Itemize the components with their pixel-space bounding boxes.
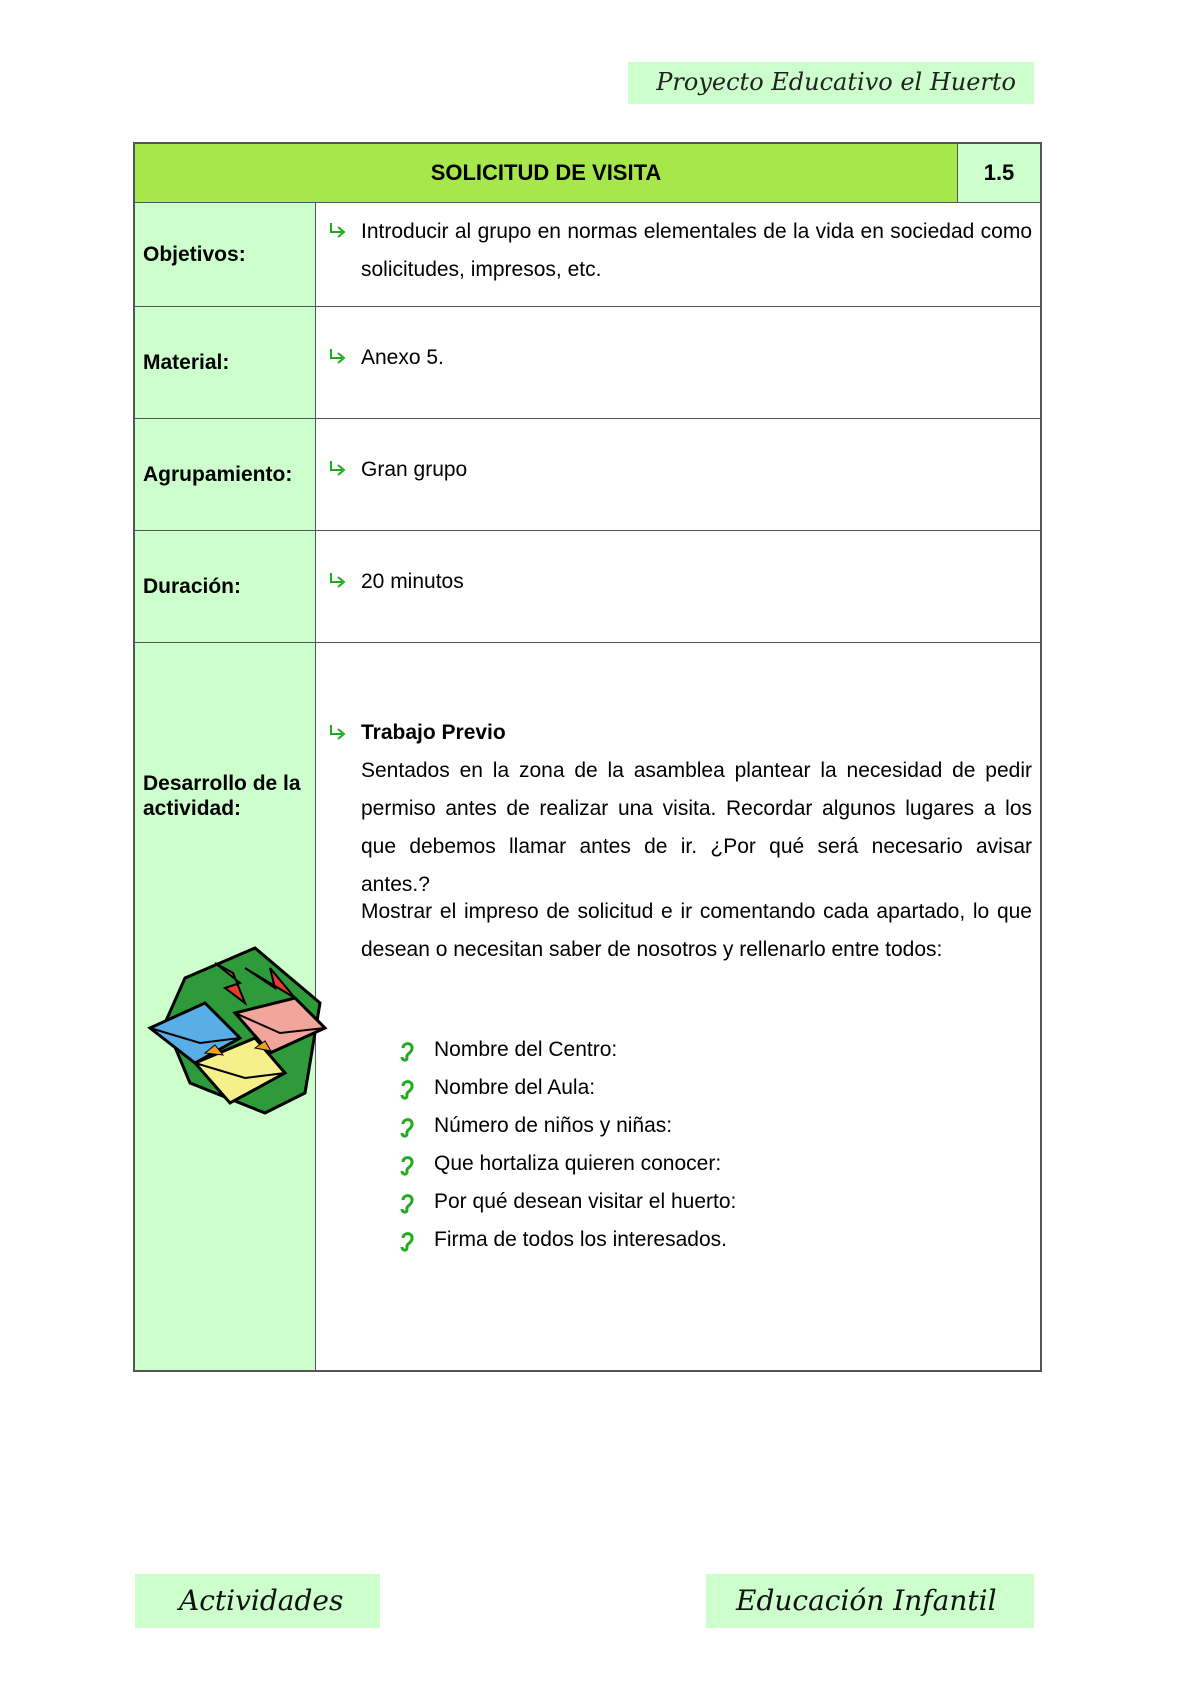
row-agrupamiento [135,419,1040,531]
text-agrupamiento: Gran grupo [361,458,468,481]
request-fields-list [398,1031,736,1259]
activity-sheet [133,142,1042,1372]
list-item-text: Firma de todos los interesados. [434,1228,727,1251]
list-item [398,1145,736,1183]
label-desarrollo [135,643,316,1370]
label-duracion: Duración: [135,531,316,642]
envelopes-clipart-icon [145,943,335,1123]
arrow-bullet-icon [328,723,350,745]
content-duracion [316,531,1040,642]
text-duracion: 20 minutos [361,570,464,593]
row-desarrollo [135,643,1040,1370]
list-item [398,1221,736,1259]
desarrollo-paragraph-2: Mostrar el impreso de solicitud e ir comentando cada apartado, lo que desean o necesitan saber de nosotros y rellenarlo entre todos: [361,900,1032,961]
title-row [135,144,1040,203]
list-item-text: Número de niños y niñas: [434,1114,673,1137]
list-item [398,1069,736,1107]
desarrollo-heading: Trabajo Previo [361,721,506,744]
content-objetivos [316,203,1040,306]
footer-left-badge [135,1574,380,1628]
footer-right-text: Educación Infantil [736,1584,997,1617]
activity-number: 1.5 [958,144,1040,202]
ear-bullet-icon [398,1154,416,1176]
row-material [135,307,1040,419]
ear-bullet-icon [398,1230,416,1252]
content-desarrollo [316,643,1040,1370]
arrow-bullet-icon [328,459,350,481]
label-desarrollo-text: Desarrollo de la actividad: [143,772,301,820]
label-agrupamiento: Agrupamiento: [135,419,316,530]
arrow-bullet-icon [328,571,350,593]
row-duracion [135,531,1040,643]
list-item-text: Que hortaliza quieren conocer: [434,1152,722,1175]
list-item-text: Nombre del Aula: [434,1076,596,1099]
ear-bullet-icon [398,1078,416,1100]
ear-bullet-icon [398,1192,416,1214]
content-material [316,307,1040,418]
ear-bullet-icon [398,1116,416,1138]
list-item [398,1107,736,1145]
arrow-bullet-icon [328,347,350,369]
list-item [398,1183,736,1221]
text-objetivos: Introducir al grupo en normas elementales de la vida en sociedad como solicitudes, impresos, etc. [361,220,1032,281]
activity-title: SOLICITUD DE VISITA [135,144,958,202]
desarrollo-paragraph-1: Sentados en la zona de la asamblea plantear la necesidad de pedir permiso antes de realizar una visita. Recordar algunos lugares a los que debemos llamar antes de ir. ¿Por qué será necesario avisar antes.? [361,759,1032,896]
header-badge [628,62,1034,104]
project-title: Proyecto Educativo el Huerto [656,68,1016,96]
text-material: Anexo 5. [361,346,444,369]
label-material: Material: [135,307,316,418]
label-objetivos: Objetivos: [135,203,316,306]
ear-bullet-icon [398,1040,416,1062]
list-item-text: Por qué desean visitar el huerto: [434,1190,737,1213]
footer-right-badge [706,1574,1034,1628]
list-item [398,1031,736,1069]
list-item-text: Nombre del Centro: [434,1038,618,1061]
arrow-bullet-icon [328,221,350,243]
footer-left-text: Actividades [179,1584,344,1617]
content-agrupamiento [316,419,1040,530]
row-objetivos [135,203,1040,307]
